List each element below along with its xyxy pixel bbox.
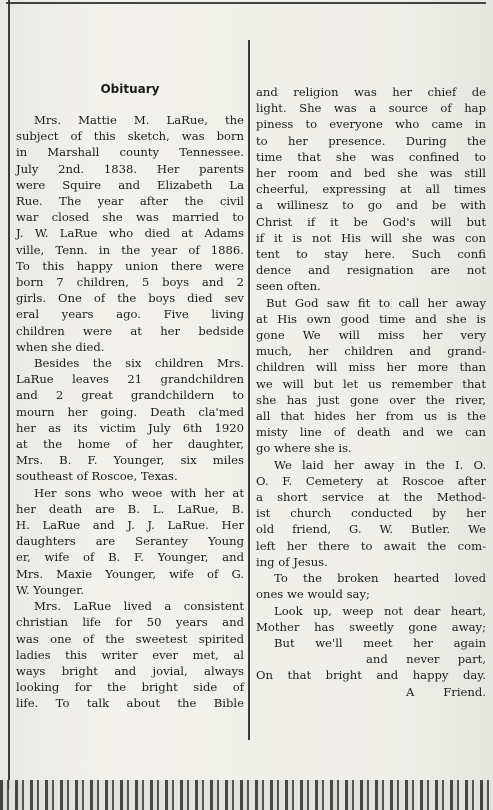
text-line: her death are B. L. LaRue, B.	[16, 501, 244, 516]
text-line: misty line of death and we can	[256, 425, 486, 440]
text-line: ist church conducted by her	[256, 506, 486, 521]
text-line: and religion was her chief de	[256, 85, 486, 99]
text-line: old friend, G. W. Butler. We	[256, 522, 486, 537]
left-column-rule	[8, 0, 10, 790]
poem-line: Mother has sweetly gone away;	[256, 619, 486, 634]
text-line: ville, Tenn. in the year of 1886.	[16, 242, 244, 257]
text-line: her room and bed she was still	[256, 166, 486, 181]
text-line: er, wife of B. F. Younger, and	[16, 550, 244, 565]
text-line: Rue. The year after the civil	[16, 194, 244, 209]
poem-line: But we'll meet her again	[274, 635, 486, 650]
torn-bottom-edge	[0, 780, 493, 810]
text-line: when she died.	[16, 339, 105, 354]
right-column	[256, 84, 486, 700]
text-line: Besides the six children Mrs.	[34, 356, 244, 371]
text-line: all that hides her from us is the	[256, 409, 486, 424]
text-line: her as its victim July 6th 1920	[16, 420, 244, 435]
text-line: dence and resignation are not	[256, 263, 486, 278]
text-line: we will but let us remember that	[256, 376, 486, 391]
text-line: ladies this writer ever met, al	[16, 647, 244, 662]
text-line: Mrs. LaRue lived a consistent	[34, 599, 244, 614]
text-line: ones we would say;	[256, 587, 370, 602]
text-line: christian life for 50 years and	[16, 615, 244, 630]
text-line: eral years ago. Five living	[16, 307, 244, 322]
text-line: if it is not His will she was con	[256, 230, 486, 245]
text-line: ways bright and jovial, always	[16, 663, 244, 678]
poem-line: Look up, weep not dear heart,	[274, 603, 486, 618]
text-line: children were at her bedside	[16, 323, 244, 338]
text-line: To this happy union there were	[16, 258, 244, 273]
text-line: life. To talk about the Bible	[16, 696, 244, 711]
poem	[256, 603, 486, 684]
obituary-heading: Obituary	[100, 82, 160, 96]
text-line: time that she was confined to	[256, 149, 486, 164]
text-line: To the broken hearted loved	[274, 571, 486, 586]
text-line: Mrs. Maxie Younger, wife of G.	[16, 566, 244, 581]
text-line: J. W. LaRue who died at Adams	[16, 226, 244, 241]
text-line: piness to everyone who came in	[256, 117, 486, 132]
text-line: We laid her away in the I. O.	[274, 457, 486, 472]
text-line: born 7 children, 5 boys and 2	[16, 275, 244, 290]
text-line: looking for the bright side of	[16, 680, 244, 695]
text-line: and 2 great grandchildern to	[16, 388, 244, 403]
text-line: at His own good time and she is	[256, 311, 486, 326]
text-line: to her presence. During the	[256, 133, 486, 148]
text-line: subject of this sketch, was born	[16, 129, 244, 144]
top-rule	[6, 2, 486, 4]
text-line: were Squire and Elizabeth La	[16, 177, 244, 192]
text-line: go where she is.	[256, 441, 352, 456]
left-column	[16, 112, 244, 712]
text-line: southeast of Roscoe, Texas.	[16, 469, 178, 484]
text-line: Mrs. Mattie M. LaRue, the	[34, 113, 244, 127]
text-line: mourn her going. Death cla'med	[16, 404, 244, 419]
poem-line: and never part,	[366, 652, 486, 667]
text-line: left her there to await the com-	[256, 538, 486, 553]
text-line: O. F. Cemetery at Roscoe after	[256, 473, 486, 488]
poem-line: On that bright and happy day.	[256, 668, 486, 683]
text-line: cheerful, expressing at all times	[256, 182, 486, 197]
text-line: in Marshall county Tennessee.	[16, 145, 244, 160]
text-line: girls. One of the boys died sev	[16, 291, 244, 306]
signature: A Friend.	[406, 684, 486, 699]
text-line: H. LaRue and J. J. LaRue. Her	[16, 518, 244, 533]
text-line: children will miss her more than	[256, 360, 486, 375]
text-line: But God saw fit to call her away	[266, 295, 486, 310]
text-line: much, her children and grand-	[256, 344, 486, 359]
text-line: she has just gone over the river,	[256, 392, 486, 407]
text-line: light. She was a source of hap	[256, 101, 486, 116]
text-line: W. Younger.	[16, 582, 85, 597]
text-line: tent to stay here. Such confi	[256, 247, 486, 262]
text-line: gone We will miss her very	[256, 328, 486, 343]
text-line: a short service at the Method-	[256, 490, 486, 505]
text-line: Mrs. B. F. Younger, six miles	[16, 453, 244, 468]
text-line: a willinesz to go and be with	[256, 198, 486, 213]
text-line: LaRue leaves 21 grandchildren	[16, 372, 244, 387]
text-line: seen often.	[256, 279, 321, 294]
text-line: at the home of her daughter,	[16, 437, 244, 452]
text-line: was one of the sweetest spirited	[16, 631, 244, 646]
text-line: daughters are Serantey Young	[16, 534, 244, 549]
text-line: July 2nd. 1838. Her parents	[16, 161, 244, 176]
text-line: Her sons who weoe with her at	[34, 485, 244, 500]
center-column-rule	[248, 40, 250, 740]
text-line: war closed she was married to	[16, 210, 244, 225]
text-line: ing of Jesus.	[256, 554, 328, 569]
text-line: Christ if it be God's will but	[256, 214, 486, 229]
